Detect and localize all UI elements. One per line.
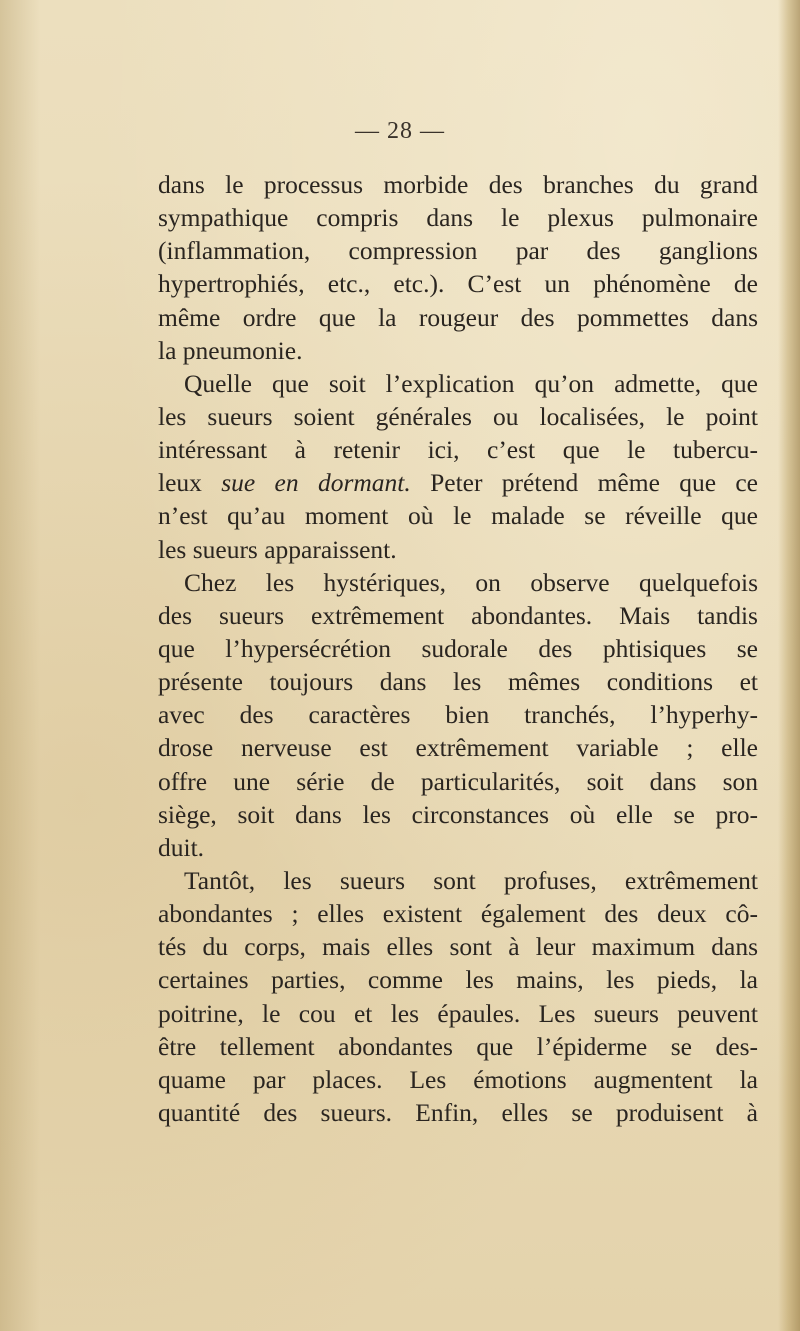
text-line: poitrine, le cou et les épaules. Les sueurs peuvent [158,998,758,1028]
text-line: quame par places. Les émotions augmentent la [158,1064,758,1094]
text-line: siège, soit dans les circonstances où elle se pro- [158,799,758,829]
text-line: présente toujours dans les mêmes conditions et [158,667,758,697]
page-shadow-left [0,0,40,1331]
text-segment: Peter prétend même que ce [410,468,758,498]
text-line-with-italic [158,466,758,499]
text-line: la pneumonie. [158,335,303,365]
text-line: sympathique compris dans le plexus pulmonaire [158,203,758,233]
italic-phrase: sue en dormant. [221,468,411,498]
text-line: Tantôt, les sueurs sont profuses, extrêmement [184,865,758,895]
text-line: que l’hypersécrétion sudorale des phtisiques se [158,633,758,663]
body-text [158,168,758,1129]
text-line: Chez les hystériques, on observe quelquefois [184,567,758,597]
text-line: les sueurs apparaissent. [158,534,397,564]
text-line: quantité des sueurs. Enfin, elles se produisent à [158,1097,758,1127]
page-shadow-right [778,0,800,1331]
text-line: des sueurs extrêmement abondantes. Mais tandis [158,600,758,630]
text-segment: leux [158,468,222,498]
page-number: — 28 — [355,118,445,144]
text-line: duit. [158,832,205,862]
text-line: offre une série de particularités, soit dans son [158,766,758,796]
text-line: drose nerveuse est extrêmement variable ; elle [158,733,758,763]
text-line: (inflammation, compression par des ganglions [158,236,758,266]
text-line: être tellement abondantes que l’épiderme se des- [158,1031,758,1061]
text-line: hypertrophiés, etc., etc.). C’est un phénomène de [158,269,758,299]
text-line: Quelle que soit l’explication qu’on admette, que [184,368,758,398]
text-line: intéressant à retenir ici, c’est que le tubercu- [158,435,758,465]
text-line: certaines parties, comme les mains, les pieds, la [158,965,758,995]
text-line: avec des caractères bien tranchés, l’hyperhy- [158,700,758,730]
text-line: les sueurs soient générales ou localisées, le point [158,401,758,431]
text-line: abondantes ; elles existent également des deux cô- [158,899,758,929]
text-line: dans le processus morbide des branches du grand [158,170,758,199]
text-line: n’est qu’au moment où le malade se réveille que [158,501,758,531]
text-line: même ordre que la rougeur des pommettes dans [158,302,758,332]
text-line: tés du corps, mais elles sont à leur maximum dans [158,932,758,962]
